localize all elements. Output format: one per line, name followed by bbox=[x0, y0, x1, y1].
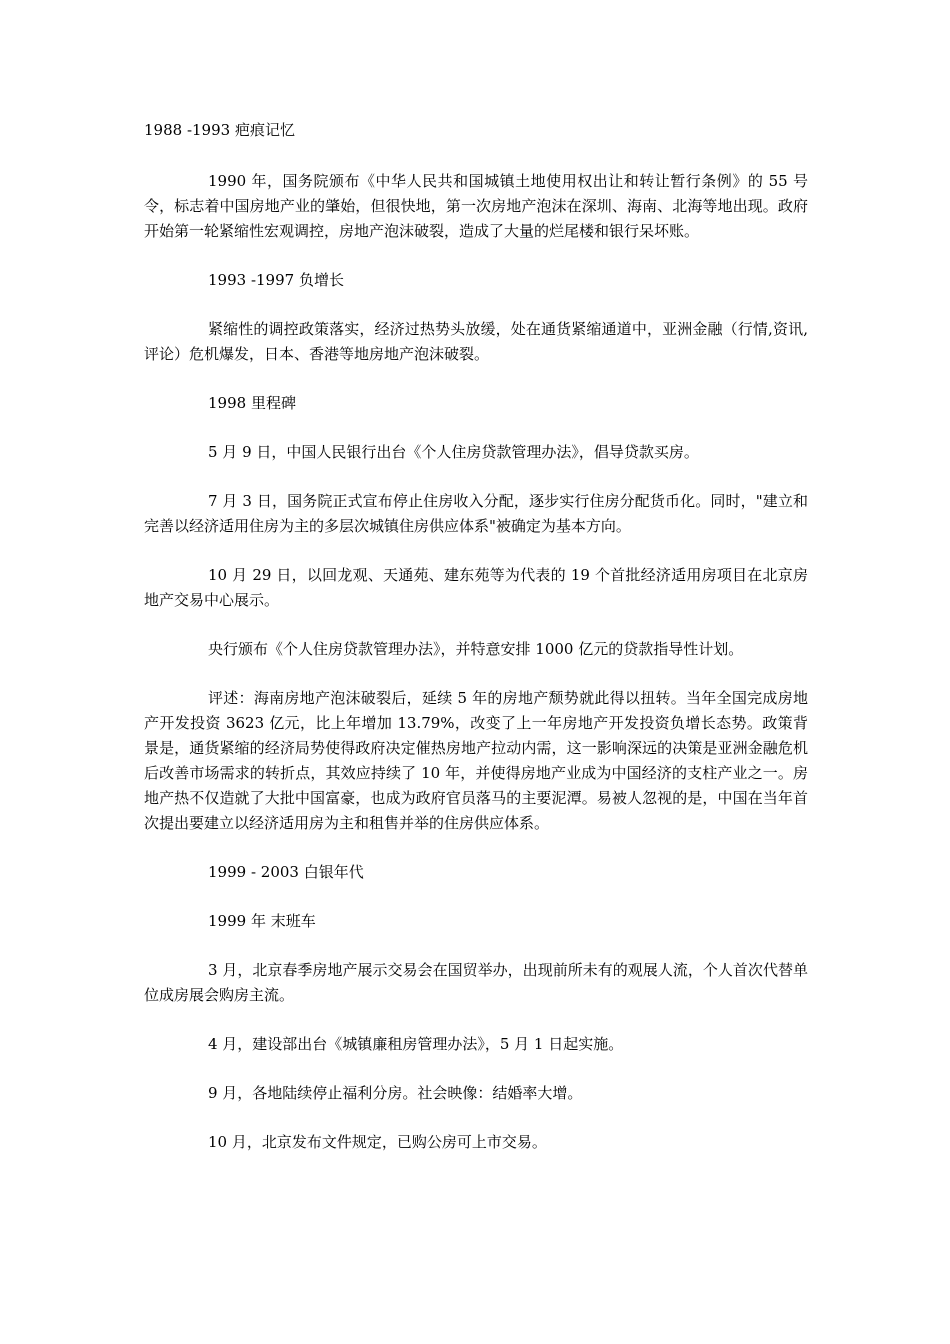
paragraph: 4 月，建设部出台《城镇廉租房管理办法》，5 月 1 日起实施。 bbox=[208, 1035, 624, 1053]
paragraph: 7 月 3 日，国务院正式宣布停止住房收入分配，逐步实行住房分配货币化。同时，"建立和完善以经济适用住房为主的多层次城镇住房供应体系"被确定为基本方向。 bbox=[144, 492, 808, 535]
paragraph: 9 月，各地陆续停止福利分房。社会映像：结婚率大增。 bbox=[208, 1084, 583, 1102]
section-heading: 1993 -1997 负增长 bbox=[208, 271, 344, 289]
section-heading: 1998 里程碑 bbox=[208, 394, 296, 412]
paragraph: 5 月 9 日，中国人民银行出台《个人住房贷款管理办法》，倡导贷款买房。 bbox=[208, 443, 699, 461]
paragraph: 3 月，北京春季房地产展示交易会在国贸举办，出现前所未有的观展人流，个人首次代替单位成房展会购房主流。 bbox=[144, 961, 808, 1004]
section-heading: 1988 -1993 疤痕记忆 bbox=[144, 121, 295, 139]
paragraph: 紧缩性的调控政策落实，经济过热势头放缓，处在通货紧缩通道中，亚洲金融（行情,资讯,评论）危机爆发，日本、香港等地房地产泡沫破裂。 bbox=[144, 320, 808, 363]
section-heading: 1999 - 2003 白银年代 bbox=[208, 863, 364, 881]
paragraph: 央行颁布《个人住房贷款管理办法》，并特意安排 1000 亿元的贷款指导性计划。 bbox=[208, 640, 744, 658]
document-body bbox=[144, 118, 808, 1179]
subsection-heading: 1999 年 末班车 bbox=[208, 912, 316, 930]
paragraph: 10 月，北京发布文件规定，已购公房可上市交易。 bbox=[208, 1133, 547, 1151]
paragraph: 10 月 29 日，以回龙观、天通苑、建东苑等为代表的 19 个首批经济适用房项目在北京房地产交易中心展示。 bbox=[144, 566, 808, 609]
commentary-paragraph: 评述：海南房地产泡沫破裂后，延续 5 年的房地产颓势就此得以扭转。当年全国完成房地产开发投资 3623 亿元，比上年增加 13.79%，改变了上一年房地产开发投资负增长态势。政策背景是，通货紧缩的经济局势使得政府决定催热房地产拉动内需，这一影响深远的决策是亚洲金融危机后改善市场需求的转折点，其效应持续了 10 年，并使得房地产业成为中国经济的支柱产业之一。房地产热不仅造就了大批中国富豪，也成为政府官员落马的主要泥潭。易被人忽视的是，中国在当年首次提出要建立以经济适用房为主和租售并举的住房供应体系。 bbox=[144, 689, 808, 832]
paragraph: 1990 年，国务院颁布《中华人民共和国城镇土地使用权出让和转让暂行条例》的 55 号令，标志着中国房地产业的肇始，但很快地，第一次房地产泡沫在深圳、海南、北海等地出现。政府开始第一轮紧缩性宏观调控，房地产泡沫破裂，造成了大量的烂尾楼和银行呆坏账。 bbox=[144, 172, 808, 240]
